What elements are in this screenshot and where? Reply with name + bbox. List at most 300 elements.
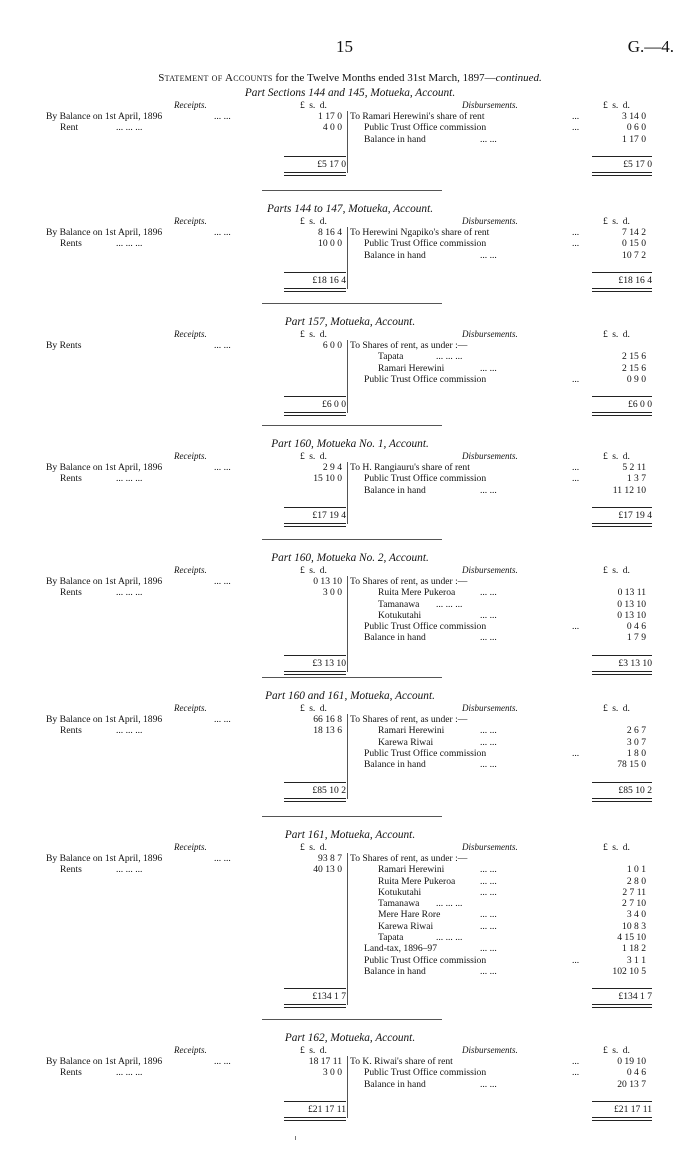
leader-dots: ... ... ...: [116, 725, 143, 737]
disbursement-row: [350, 621, 650, 632]
receipts-header: [46, 451, 346, 462]
receipts-table: [46, 216, 346, 250]
receipt-row: [46, 853, 346, 864]
disbursement-row: [350, 587, 650, 598]
disbursement-label: Karewa Riwai: [378, 920, 434, 932]
section-separator: [262, 539, 442, 540]
receipt-amount: 0 13 10: [313, 576, 342, 587]
disbursement-row: [350, 943, 650, 954]
disbursement-label: Balance in hand: [364, 632, 426, 644]
disbursement-intro: To Shares of rent, as under :—: [350, 853, 468, 864]
receipt-row: [46, 1056, 346, 1067]
disbursement-amount: 3 4 0: [626, 909, 646, 921]
disbursement-row: [350, 864, 650, 875]
disbursement-amount: 1 0 1: [626, 864, 646, 876]
receipt-amount: 18 17 11: [308, 1056, 342, 1067]
leader-dots: ...: [572, 122, 580, 134]
receipt-label: By Balance on 1st April, 1896: [46, 462, 163, 473]
leader-dots: ... ...: [480, 886, 497, 898]
disbursement-row: [350, 599, 650, 610]
disbursement-amount: 0 6 0: [626, 122, 646, 134]
receipts-total: £3 13 10: [312, 657, 346, 669]
disbursement-row: [350, 1067, 650, 1078]
disbursement-label: Mere Hare Rore: [378, 909, 441, 921]
receipts-total: £17 19 4: [312, 509, 346, 521]
disbursement-label: Kotukutahi: [378, 609, 422, 621]
disbursement-label: Tamanawa: [378, 898, 420, 910]
receipts-currency-heading: £ s. d.: [300, 842, 327, 853]
disbursements-total: £3 13 10: [618, 657, 652, 669]
disbursement-row: [350, 351, 650, 362]
disbursement-amount: 7 14 2: [622, 227, 646, 238]
disbursement-amount: 3 14 0: [622, 111, 646, 122]
disbursement-intro-row: [350, 853, 650, 864]
receipts-currency-heading: £ s. d.: [300, 329, 327, 340]
page-end-mark: [295, 1136, 296, 1140]
disbursement-amount: 2 6 7: [626, 725, 646, 737]
receipts-heading: Receipts.: [174, 100, 207, 110]
receipts-subtotal-rule: [284, 396, 346, 397]
disbursements-total-double-rule: [592, 1004, 652, 1008]
receipts-total-double-rule: [284, 412, 346, 416]
disbursement-amount: 20 13 7: [617, 1078, 646, 1090]
leader-dots: ... ... ...: [436, 351, 463, 363]
disbursement-label: To K. Riwai's share of rent: [350, 1056, 453, 1067]
disbursement-intro-row: [350, 576, 650, 587]
disbursements-total: £6 0 0: [628, 399, 652, 411]
disbursement-row: [350, 898, 650, 909]
account-section: [0, 829, 700, 1013]
disbursements-currency-heading: £ s. d.: [603, 216, 630, 227]
leader-dots: ... ...: [214, 227, 231, 238]
receipt-amount: 3 0 0: [322, 587, 342, 599]
disbursement-row: [350, 1056, 650, 1067]
disbursement-row: [350, 122, 650, 133]
receipts-currency-heading: £ s. d.: [300, 100, 327, 111]
disbursement-label: Public Trust Office commission: [364, 621, 487, 633]
leader-dots: ... ...: [480, 875, 497, 887]
receipt-row: [46, 111, 346, 122]
disbursements-total: £134 1 7: [618, 991, 652, 1003]
disbursement-row: [350, 966, 650, 977]
section-separator: [262, 677, 442, 678]
disbursement-amount: 1 18 2: [622, 943, 646, 955]
disbursements-currency-heading: £ s. d.: [603, 703, 630, 714]
disbursements-table: [350, 565, 650, 644]
disbursements-table: [350, 1045, 650, 1090]
receipts-heading: Receipts.: [174, 451, 207, 461]
leader-dots: ... ...: [214, 576, 231, 587]
leader-dots: ... ...: [480, 249, 497, 261]
disbursement-label: To Ramari Herewini's share of rent: [350, 111, 485, 122]
account-title: Part Sections 144 and 145, Motueka, Account.: [244, 87, 456, 99]
disbursements-currency-heading: £ s. d.: [603, 451, 630, 462]
disbursement-row: [350, 909, 650, 920]
leader-dots: ... ...: [480, 362, 497, 374]
receipt-row: [46, 714, 346, 725]
disbursements-total: £5 17 0: [623, 158, 652, 170]
account-title: Part 160, Motueka No. 2, Account.: [271, 552, 429, 564]
receipt-row: [46, 462, 346, 473]
leader-dots: ... ...: [480, 943, 497, 955]
disbursements-total-double-rule: [592, 1117, 652, 1121]
disbursement-amount: 0 4 6: [626, 621, 646, 633]
disbursements-heading: Disbursements.: [462, 1045, 518, 1055]
disbursement-row: [350, 632, 650, 643]
account-section: [0, 316, 700, 421]
section-separator: [262, 190, 442, 191]
disbursement-amount: 2 7 10: [622, 898, 646, 910]
receipt-label: Rents: [60, 587, 82, 599]
disbursements-currency-heading: £ s. d.: [603, 100, 630, 111]
receipt-label: By Balance on 1st April, 1896: [46, 227, 163, 238]
disbursement-row: [350, 374, 650, 385]
receipts-table: [46, 565, 346, 599]
column-divider: [347, 1056, 348, 1118]
receipts-total: £5 17 0: [317, 158, 346, 170]
disbursement-intro-row: [350, 714, 650, 725]
disbursement-row: [350, 887, 650, 898]
disbursements-table: [350, 329, 650, 385]
receipt-row: [46, 473, 346, 484]
account-title: Part 157, Motueka, Account.: [284, 316, 416, 328]
disbursements-subtotal-rule: [592, 782, 652, 783]
receipt-label: By Balance on 1st April, 1896: [46, 576, 163, 587]
disbursement-label: Public Trust Office commission: [364, 473, 487, 485]
receipt-amount: 4 0 0: [322, 122, 342, 134]
receipt-amount: 66 16 8: [313, 714, 342, 725]
disbursements-currency-heading: £ s. d.: [603, 565, 630, 576]
leader-dots: ...: [572, 238, 580, 250]
disbursements-currency-heading: £ s. d.: [603, 329, 630, 340]
disbursement-amount: 11 12 10: [612, 484, 646, 496]
leader-dots: ... ...: [214, 462, 231, 473]
disbursement-label: Balance in hand: [364, 965, 426, 977]
receipt-label: Rents: [60, 864, 82, 876]
leader-dots: ...: [572, 747, 580, 759]
leader-dots: ... ...: [480, 484, 497, 496]
disbursement-label: Kotukutahi: [378, 886, 422, 898]
receipts-currency-heading: £ s. d.: [300, 216, 327, 227]
receipt-label: Rents: [60, 473, 82, 485]
disbursements-subtotal-rule: [592, 396, 652, 397]
receipts-table: [46, 451, 346, 485]
leader-dots: ... ... ...: [436, 932, 463, 944]
disbursement-intro: To Shares of rent, as under :—: [350, 576, 468, 587]
disbursements-total-double-rule: [592, 798, 652, 802]
account-title: Part 160, Motueka No. 1, Account.: [271, 438, 429, 450]
disbursements-total: £17 19 4: [618, 509, 652, 521]
disbursements-table: [350, 216, 650, 261]
leader-dots: ... ...: [480, 965, 497, 977]
receipt-label: By Balance on 1st April, 1896: [46, 714, 163, 725]
receipt-label: Rents: [60, 238, 82, 250]
disbursements-subtotal-rule: [592, 988, 652, 989]
leader-dots: ...: [572, 473, 580, 485]
disbursement-label: Tapata: [378, 932, 404, 944]
disbursements-total-double-rule: [592, 172, 652, 176]
receipts-total-double-rule: [284, 1117, 346, 1121]
receipt-row: [46, 1067, 346, 1078]
disbursement-amount: 5 2 11: [622, 462, 646, 473]
disbursement-amount: 2 15 6: [622, 351, 646, 363]
receipts-header: [46, 703, 346, 714]
leader-dots: ...: [572, 462, 580, 473]
disbursement-amount: 3 1 1: [626, 954, 646, 966]
receipts-heading: Receipts.: [174, 842, 207, 852]
receipt-row: [46, 576, 346, 587]
receipts-heading: Receipts.: [174, 329, 207, 339]
leader-dots: ...: [572, 1067, 580, 1079]
disbursement-intro: To Shares of rent, as under :—: [350, 714, 468, 725]
disbursement-amount: 0 9 0: [626, 373, 646, 385]
receipts-table: [46, 703, 346, 737]
disbursements-subtotal-rule: [592, 156, 652, 157]
leader-dots: ...: [572, 621, 580, 633]
leader-dots: ... ... ...: [116, 587, 143, 599]
receipt-row: [46, 238, 346, 249]
account-section: [0, 203, 700, 297]
disbursement-label: Public Trust Office commission: [364, 954, 487, 966]
disbursement-amount: 4 15 10: [617, 932, 646, 944]
account-section: [0, 690, 700, 807]
receipt-row: [46, 725, 346, 736]
disbursements-header: [350, 100, 650, 111]
receipts-total: £134 1 7: [312, 991, 346, 1003]
leader-dots: ... ...: [214, 714, 231, 725]
disbursement-amount: 1 8 0: [626, 747, 646, 759]
leader-dots: ...: [572, 1056, 580, 1067]
column-divider: [347, 714, 348, 799]
disbursement-amount: 0 15 0: [622, 238, 646, 250]
account-title: Part 160 and 161, Motueka, Account.: [265, 690, 435, 702]
leader-dots: ... ...: [480, 133, 497, 145]
disbursements-table: [350, 703, 650, 770]
receipt-amount: 40 13 0: [313, 864, 342, 876]
disbursements-heading: Disbursements.: [462, 842, 518, 852]
leader-dots: ... ... ...: [436, 598, 463, 610]
account-section: [0, 438, 700, 532]
disbursements-heading: Disbursements.: [462, 451, 518, 461]
disbursements-header: [350, 842, 650, 853]
disbursements-table: [350, 100, 650, 145]
disbursement-row: [350, 238, 650, 249]
statement-title-rest: for the Twelve Months ended 31st March, 1897—: [275, 72, 496, 84]
disbursement-row: [350, 932, 650, 943]
disbursement-amount: 1 17 0: [622, 133, 646, 145]
receipts-total: £18 16 4: [312, 274, 346, 286]
receipts-total: £6 0 0: [322, 399, 346, 411]
receipts-subtotal-rule: [284, 507, 346, 508]
disbursement-row: [350, 363, 650, 374]
disbursements-total-double-rule: [592, 671, 652, 675]
account-section: [0, 87, 700, 181]
receipts-subtotal-rule: [284, 1101, 346, 1102]
receipt-row: [46, 340, 346, 351]
leader-dots: ... ...: [480, 632, 497, 644]
disbursement-row: [350, 725, 650, 736]
receipt-label: By Balance on 1st April, 1896: [46, 111, 163, 122]
receipts-subtotal-rule: [284, 156, 346, 157]
receipts-header: [46, 100, 346, 111]
column-divider: [347, 576, 348, 672]
section-separator: [262, 303, 442, 304]
disbursements-total: £21 17 11: [613, 1103, 652, 1115]
receipts-total-double-rule: [284, 798, 346, 802]
receipts-heading: Receipts.: [174, 703, 207, 713]
receipts-total-double-rule: [284, 523, 346, 527]
receipt-amount: 3 0 0: [322, 1067, 342, 1079]
disbursement-label: Public Trust Office commission: [364, 747, 487, 759]
receipts-table: [46, 1045, 346, 1079]
disbursements-subtotal-rule: [592, 507, 652, 508]
receipts-header: [46, 1045, 346, 1056]
disbursement-label: To Herewini Ngapiko's share of rent: [350, 227, 490, 238]
disbursements-heading: Disbursements.: [462, 100, 518, 110]
disbursements-header: [350, 216, 650, 227]
receipt-amount: 1 17 0: [318, 111, 342, 122]
disbursement-amount: 10 7 2: [622, 249, 646, 261]
receipt-label: Rents: [60, 725, 82, 737]
disbursements-header: [350, 703, 650, 714]
disbursements-currency-heading: £ s. d.: [603, 842, 630, 853]
disbursements-total-double-rule: [592, 523, 652, 527]
column-divider: [347, 340, 348, 413]
disbursements-header: [350, 329, 650, 340]
disbursement-amount: 3 0 7: [626, 736, 646, 748]
disbursements-currency-heading: £ s. d.: [603, 1045, 630, 1056]
receipts-heading: Receipts.: [174, 1045, 207, 1055]
disbursement-label: To H. Rangiauru's share of rent: [350, 462, 470, 473]
leader-dots: ... ...: [214, 111, 231, 122]
receipt-row: [46, 122, 346, 133]
disbursement-row: [350, 1079, 650, 1090]
disbursements-subtotal-rule: [592, 1101, 652, 1102]
disbursement-amount: 0 4 6: [626, 1067, 646, 1079]
disbursement-label: Land-tax, 1896–97: [364, 943, 438, 955]
disbursement-row: [350, 955, 650, 966]
receipts-header: [46, 565, 346, 576]
disbursements-header: [350, 1045, 650, 1056]
receipts-header: [46, 329, 346, 340]
leader-dots: ...: [572, 227, 580, 238]
receipts-header: [46, 216, 346, 227]
disbursement-row: [350, 737, 650, 748]
leader-dots: ... ...: [214, 853, 231, 864]
disbursement-amount: 1 3 7: [626, 473, 646, 485]
disbursement-row: [350, 921, 650, 932]
disbursement-row: [350, 610, 650, 621]
leader-dots: ... ...: [480, 920, 497, 932]
receipts-total: £21 17 11: [307, 1103, 346, 1115]
receipts-heading: Receipts.: [174, 216, 207, 226]
leader-dots: ... ... ...: [116, 864, 143, 876]
column-divider: [347, 853, 348, 1005]
receipt-amount: 10 0 0: [318, 238, 342, 250]
account-title: Parts 144 to 147, Motueka, Account.: [266, 203, 434, 215]
receipts-currency-heading: £ s. d.: [300, 703, 327, 714]
receipt-label: By Rents: [46, 340, 82, 351]
leader-dots: ... ...: [480, 609, 497, 621]
disbursement-intro: To Shares of rent, as under :—: [350, 340, 468, 351]
receipts-subtotal-rule: [284, 272, 346, 273]
disbursement-amount: 1 7 9: [626, 632, 646, 644]
leader-dots: ... ...: [214, 1056, 231, 1067]
receipt-row: [46, 587, 346, 598]
receipt-label: By Balance on 1st April, 1896: [46, 853, 163, 864]
disbursement-row: [350, 462, 650, 473]
receipts-total-double-rule: [284, 671, 346, 675]
account-section: [0, 552, 700, 680]
disbursement-label: Balance in hand: [364, 1078, 426, 1090]
disbursement-amount: 0 13 11: [617, 587, 646, 599]
disbursement-label: Public Trust Office commission: [364, 373, 487, 385]
receipt-amount: 15 10 0: [313, 473, 342, 485]
receipts-total-double-rule: [284, 288, 346, 292]
disbursements-subtotal-rule: [592, 272, 652, 273]
disbursement-label: Public Trust Office commission: [364, 122, 487, 134]
disbursements-subtotal-rule: [592, 655, 652, 656]
leader-dots: ... ...: [480, 736, 497, 748]
receipt-row: [46, 227, 346, 238]
disbursement-label: Ramari Herewini: [378, 864, 445, 876]
disbursement-row: [350, 134, 650, 145]
receipt-row: [46, 864, 346, 875]
disbursements-header: [350, 451, 650, 462]
leader-dots: ... ...: [480, 1078, 497, 1090]
receipts-currency-heading: £ s. d.: [300, 1045, 327, 1056]
disbursement-row: [350, 876, 650, 887]
disbursements-heading: Disbursements.: [462, 565, 518, 575]
disbursement-amount: 78 15 0: [617, 759, 646, 771]
receipts-currency-heading: £ s. d.: [300, 565, 327, 576]
receipts-table: [46, 329, 346, 351]
leader-dots: ... ...: [480, 864, 497, 876]
disbursement-row: [350, 473, 650, 484]
receipts-table: [46, 842, 346, 876]
account-title: Part 162, Motueka, Account.: [284, 1032, 416, 1044]
receipt-amount: 93 8 7: [318, 853, 342, 864]
receipt-amount: 2 9 4: [322, 462, 342, 473]
receipts-subtotal-rule: [284, 988, 346, 989]
account-title: Part 161, Motueka, Account.: [284, 829, 416, 841]
receipt-label: Rents: [60, 1067, 82, 1079]
leader-dots: ... ...: [480, 587, 497, 599]
disbursement-label: Ruita Mere Pukeroa: [378, 587, 456, 599]
receipts-subtotal-rule: [284, 655, 346, 656]
disbursement-label: Tamanawa: [378, 598, 420, 610]
disbursement-amount: 0 13 10: [617, 609, 646, 621]
disbursement-amount: 2 7 11: [622, 886, 646, 898]
disbursement-amount: 2 8 0: [626, 875, 646, 887]
disbursements-total: £85 10 2: [618, 784, 652, 796]
disbursement-row: [350, 748, 650, 759]
disbursement-amount: 102 10 5: [612, 965, 646, 977]
disbursements-total-double-rule: [592, 412, 652, 416]
disbursement-amount: 10 8 3: [622, 920, 646, 932]
leader-dots: ...: [572, 373, 580, 385]
disbursements-table: [350, 451, 650, 496]
column-divider: [347, 462, 348, 524]
disbursement-label: Balance in hand: [364, 133, 426, 145]
disbursement-row: [350, 227, 650, 238]
disbursements-heading: Disbursements.: [462, 703, 518, 713]
disbursement-row: [350, 485, 650, 496]
disbursement-label: Balance in hand: [364, 249, 426, 261]
leader-dots: ...: [572, 111, 580, 122]
disbursement-row: [350, 759, 650, 770]
receipts-total-double-rule: [284, 172, 346, 176]
